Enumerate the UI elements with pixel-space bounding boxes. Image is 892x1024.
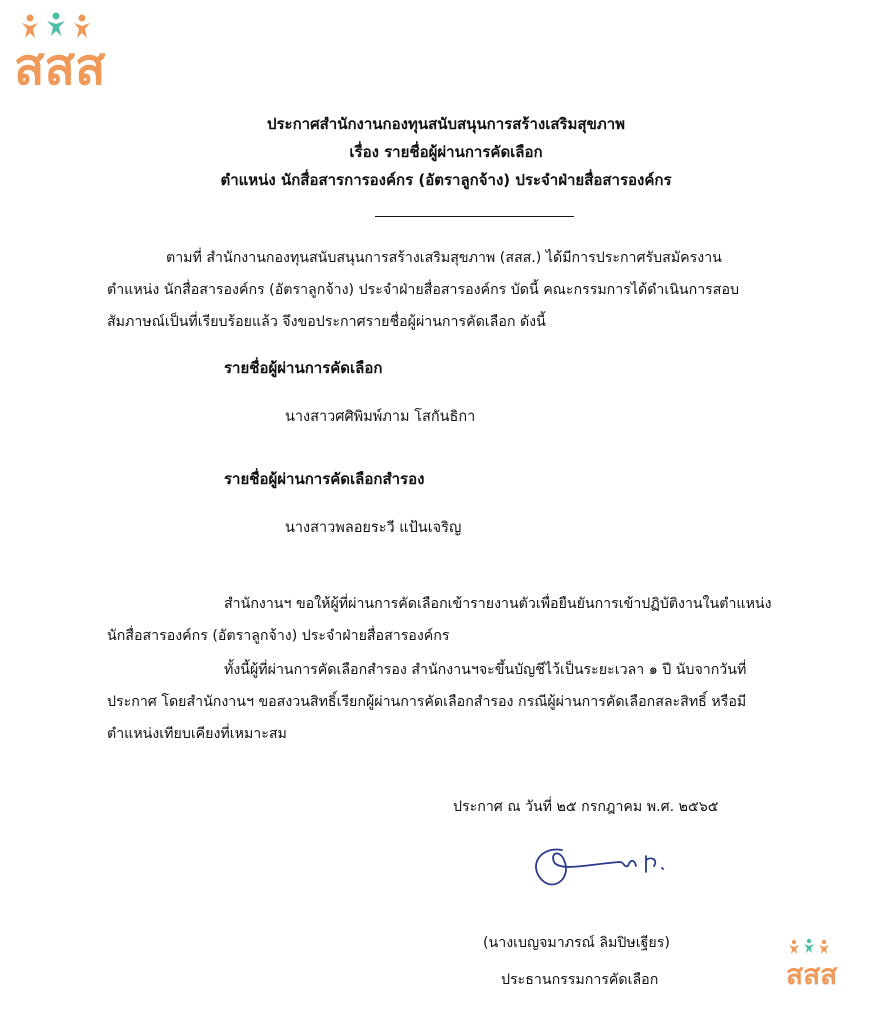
reserve-note-line-2: ประกาศ โดยสำนักงานฯ ขอสงวนสิทธิ์เรียกผู้ผ่านการคัดเลือกสำรอง กรณีผู้ผ่านการคัดเลือกสละสิทธิ์ หรือมี: [107, 694, 747, 710]
signatory-title: ประธานกรรมการคัดเลือก: [501, 972, 659, 988]
sss-logo-small-icon: [784, 936, 854, 988]
announcement-title: ประกาศสำนักงานกองทุนสนับสนุนการสร้างเสริมสุขภาพ: [266, 115, 626, 133]
reserve-name: นางสาวพลอยระวี แป้นเจริญ: [285, 520, 462, 536]
reserve-heading: รายชื่อผู้ผ่านการคัดเลือกสำรอง: [224, 470, 425, 488]
announcement-subject: เรื่อง รายชื่อผู้ผ่านการคัดเลือก: [349, 143, 543, 161]
reserve-note-line-3: ตำแหน่งเทียบเคียงที่เหมาะสม: [107, 726, 287, 742]
reserve-note-line-1: ทั้งนี้ผู้ที่ผ่านการคัดเลือกสำรอง สำนักงานฯจะขึ้นบัญชีไว้เป็นระยะเวลา ๑ ปี นับจากวันที่: [224, 662, 747, 678]
intro-line-3: สัมภาษณ์เป็นที่เรียบร้อยแล้ว จึงขอประกาศรายชื่อผู้ผ่านการคัดเลือก ดังนี้: [107, 314, 546, 330]
announcement-header: [0, 110, 892, 194]
intro-line-2: ตำแหน่ง นักสื่อสารองค์กร (อัตราลูกจ้าง) ประจำฝ่ายสื่อสารองค์กร บัดนี้ คณะกรรมการได้ดำเนินการสอบ: [107, 282, 739, 298]
logo-figures: [22, 13, 90, 39]
signature-icon: [520, 838, 690, 898]
logo-text: สสส: [14, 38, 106, 90]
report-line-2: นักสื่อสารองค์กร (อัตราลูกจ้าง) ประจำฝ่ายสื่อสารองค์กร: [107, 628, 450, 644]
selected-name: นางสาวศศิพิมพ์ภาม โสกันธิกา: [285, 409, 476, 425]
sss-logo-icon: [14, 8, 138, 90]
report-line-1: สำนักงานฯ ขอให้ผู้ที่ผ่านการคัดเลือกเข้ารายงานตัวเพื่อยืนยันการเข้าปฏิบัติงานในตำแหน่ง: [224, 596, 772, 612]
intro-line-1: ตามที่ สำนักงานกองทุนสนับสนุนการสร้างเสริมสุขภาพ (สสส.) ได้มีการประกาศรับสมัครงาน: [166, 250, 722, 266]
announcement-date: ประกาศ ณ วันที่ ๒๕ กรกฎาคม พ.ศ. ๒๕๖๕: [453, 799, 719, 815]
logo-small-text: สสส: [786, 958, 838, 988]
title-divider: [375, 216, 574, 217]
announcement-position: ตำแหน่ง นักสื่อสารการองค์กร (อัตราลูกจ้าง) ประจำฝ่ายสื่อสารองค์กร: [220, 171, 672, 189]
logo-small-figures: [789, 939, 829, 954]
selected-heading: รายชื่อผู้ผ่านการคัดเลือก: [224, 359, 383, 377]
signatory-name: (นางเบญจมาภรณ์ ลิมปิษเฐียร): [483, 935, 670, 951]
